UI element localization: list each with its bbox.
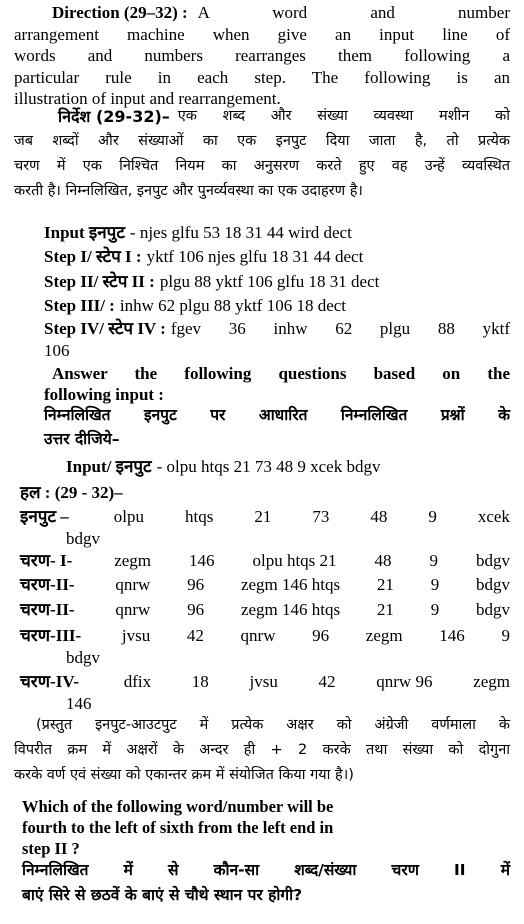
example-step-continuation: 106 [44, 341, 70, 360]
solution-note: विपरीत क्रम में अक्षरों के अन्दर ही + 2 करके तथा संख्या को दोगुना [14, 742, 510, 758]
solution-step-token: bdgv [475, 551, 510, 570]
hindi-direction-text: एक शब्द और संख्या व्यवस्था मशीन को [177, 108, 510, 124]
solution-step-token: qnrw [240, 626, 276, 645]
direction-line: particular rule in each step. The following is an [14, 67, 510, 87]
solution-step-token: qnrw [115, 575, 151, 594]
hindi-answer-prompt: निम्नलिखित इनपुट पर आधारित निम्नलिखित प्रश्नों के [44, 406, 510, 424]
solution-step-label: चरण-IV- [20, 672, 79, 691]
example-step [44, 295, 510, 316]
given-input-value: - olpu htqs 21 73 48 9 xcek bdgv [156, 457, 381, 476]
answer-prompt: following input : [44, 385, 164, 404]
solution-step-token: 146 [439, 626, 465, 645]
solution-step-label: चरण- I- [20, 551, 73, 570]
solution-step [20, 625, 510, 646]
example-step [44, 271, 510, 292]
solution-step-token: jvsu [249, 672, 278, 691]
solution-step-continuation: 146 [66, 694, 92, 713]
question-text: Which of the following word/number will be [22, 797, 334, 816]
solution-step-token: 42 [318, 672, 336, 691]
solution-step [20, 550, 510, 571]
example-step-value: - njes glfu 53 18 31 44 wird dect [129, 223, 352, 242]
solution-input-token: 73 [312, 507, 330, 526]
example-step-value: fgev 36 inhw 62 plgu 88 yktf [170, 319, 510, 338]
solution-step-token: 9 [430, 575, 440, 594]
example-step-label: Step III/ : [44, 296, 115, 315]
solution-step-token: 96 [187, 600, 205, 619]
solution-step-token: zegm [114, 551, 152, 570]
solution-input-token: 21 [254, 507, 272, 526]
solution-input-label: इनपुट – [20, 507, 69, 526]
solution-step-token: olpu htqs 21 [252, 551, 337, 570]
solution-step-token: bdgv [475, 575, 510, 594]
solution-step [20, 599, 510, 620]
solution-input-token: htqs [185, 507, 214, 526]
hindi-answer-prompt: उत्तर दीजिये– [44, 430, 120, 448]
solution-input-token: olpu [113, 507, 144, 526]
solution-step-token: qnrw [115, 600, 151, 619]
example-step-label: Step II/ स्टेप II : [44, 272, 155, 291]
solution-step-token: zegm [473, 672, 510, 691]
solution-step-token: 48 [374, 551, 392, 570]
solution-step-token: 9 [501, 626, 510, 645]
hindi-direction-line [58, 106, 510, 127]
solution-step-token: zegm [365, 626, 403, 645]
given-input-label: Input/ इनपुट [66, 457, 152, 476]
solution-step-token: zegm 146 htqs [240, 600, 341, 619]
direction-heading: Direction (29–32) : [52, 3, 188, 22]
direction-line: arrangement machine when give an input line of [14, 24, 510, 44]
solution-heading: हल : (29 - 32)– [20, 483, 123, 502]
solution-step-continuation: bdgv [66, 648, 100, 667]
solution-step-label: चरण-III- [20, 626, 82, 645]
solution-step-token: bdgv [475, 600, 510, 619]
solution-step-token: qnrw 96 [376, 672, 433, 691]
hindi-direction-heading: निर्देश (29-32)– [58, 107, 170, 126]
solution-step-label: चरण-II- [20, 575, 75, 594]
given-input [66, 456, 510, 477]
solution-step-token: zegm 146 htqs [240, 575, 341, 594]
answer-prompt: Answer the following questions based on the [52, 364, 510, 383]
solution-note: (प्रस्तुत इनपुट-आउटपुट में प्रत्येक अक्षर को अंग्रेजी वर्णमाला के [36, 717, 510, 733]
example-step-value: inhw 62 plgu 88 yktf 106 18 dect [119, 296, 347, 315]
solution-input [20, 506, 510, 527]
solution-step-token: 21 [376, 575, 394, 594]
question-text: step II ? [22, 839, 80, 858]
direction-line: illustration of input and rearrangement. [14, 89, 281, 108]
solution-step-token: dfix [123, 672, 152, 691]
solution-step-token: 9 [430, 600, 440, 619]
solution-step-token: 146 [189, 551, 215, 570]
solution-step [20, 671, 510, 692]
solution-note: करके वर्ण एवं संख्या को एकान्तर क्रम में संयोजित किया गया है।) [14, 767, 354, 783]
hindi-direction-line: चरण में एक निश्चित नियम का अनुसरण करते हुए वह उन्हें व्यवस्थित [14, 158, 510, 174]
direction-text: A word and number [197, 3, 510, 22]
example-step [44, 246, 510, 267]
solution-step-token: 42 [186, 626, 204, 645]
solution-input-token: 48 [370, 507, 388, 526]
direction-line: words and numbers rearranges them following a [14, 46, 510, 65]
solution-step [20, 574, 510, 595]
direction-line [52, 2, 510, 23]
example-step-label: Step IV/ स्टेप IV : [44, 319, 166, 338]
hindi-question-text: बाएं सिरे से छठवें के बाएं से चौथे स्थान पर होगी? [22, 886, 303, 904]
hindi-question-text: निम्नलिखित में से कौन-सा शब्द/संख्या चरण II में [22, 861, 510, 879]
example-step [44, 318, 510, 339]
solution-step-token: 18 [191, 672, 209, 691]
example-step-label: Step I/ स्टेप I : [44, 247, 142, 266]
solution-step-token: 96 [187, 575, 205, 594]
solution-input-continuation: bdgv [66, 529, 100, 548]
solution-step-token: 96 [312, 626, 330, 645]
solution-step-label: चरण-II- [20, 600, 75, 619]
example-step-label: Input इनपुट [44, 223, 125, 242]
hindi-direction-line: करती है। निम्नलिखित, इनपुट और पुनर्व्यवस्था का एक उदाहरण है। [14, 183, 363, 199]
example-step-value: yktf 106 njes glfu 18 31 44 dect [146, 247, 364, 266]
example-step-value: plgu 88 yktf 106 glfu 18 31 dect [159, 272, 380, 291]
hindi-direction-line: जब शब्दों और संख्याओं का एक इनपुट दिया जाता है, तो प्रत्येक [14, 133, 510, 149]
solution-input-token: 9 [428, 507, 437, 526]
solution-step-token: 21 [376, 600, 394, 619]
solution-step-token: jvsu [121, 626, 151, 645]
solution-input-token: xcek [477, 507, 510, 526]
example-step [44, 222, 510, 243]
question-text: fourth to the left of sixth from the left end in [22, 818, 334, 837]
solution-step-token: 9 [429, 551, 438, 570]
